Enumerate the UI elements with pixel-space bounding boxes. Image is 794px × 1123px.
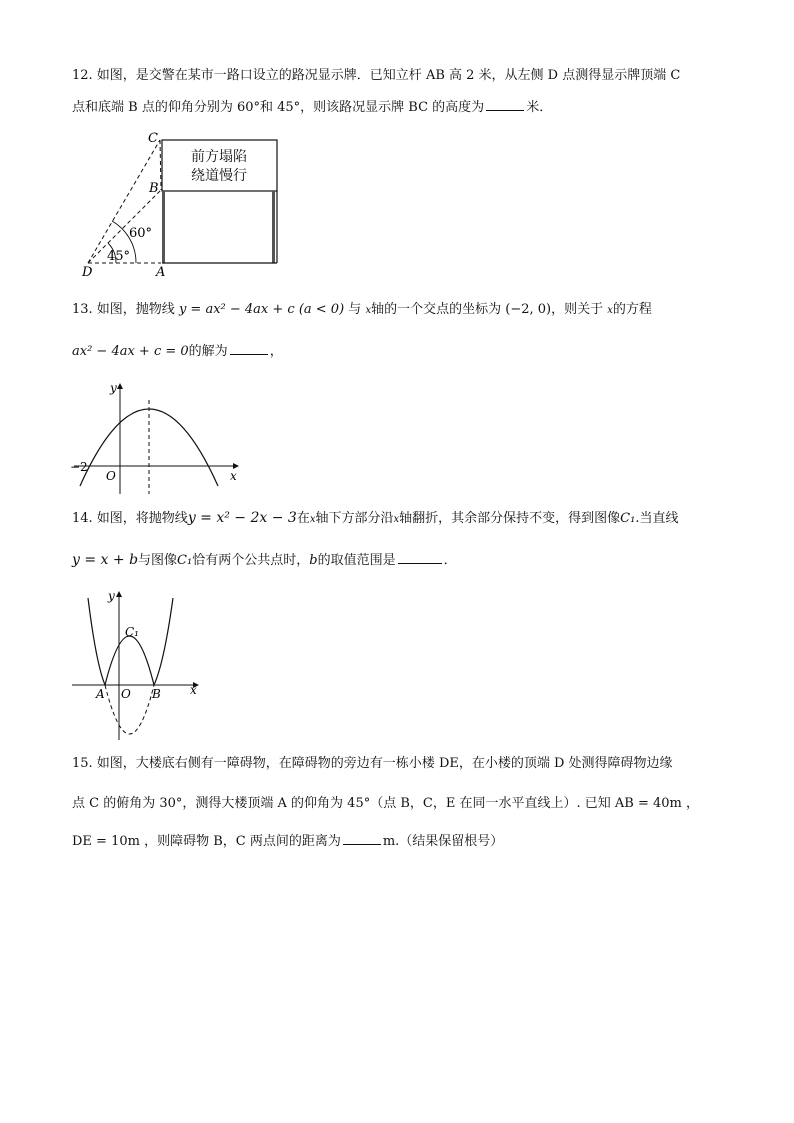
q12-line-CB [160,140,161,190]
q14-label-B: B [152,687,161,701]
q14-c1-label-2: C₁ [177,553,193,568]
q14-text-line-1 [72,508,678,530]
q14-text-1e: .当直线 [635,511,679,526]
q13-text-line-1 [72,300,652,321]
q14-label-A: A [96,687,105,701]
q14-label-y: y [108,589,115,603]
q12-sign-text-1: 前方塌陷 [191,149,247,165]
q15-text-line-1: 15. 如图，大楼底右侧有一障碍物，在障碍物的旁边有一栋小楼 DE，在小楼的顶端 D 处测得障碍物边缘 [72,756,673,771]
q14-equation-2: y = x + b [72,552,139,568]
q12-label-45: 45° [107,249,131,264]
q15-text-3b: m.（结果保留根号） [382,834,504,849]
q12-sign-text-2: 绕道慢行 [191,168,247,184]
q13-point: (−2, 0) [505,302,552,317]
q14-text-2d: 的取值范围是 [317,553,396,568]
q14-text-line-2 [72,550,457,571]
q12-pole-right [272,191,275,263]
q14-flipped-arc-C1 [105,636,154,685]
q14-text-1a: 14. 如图，将抛物线 [72,511,188,526]
q14-b-var: b [309,553,318,568]
q13-parabola [80,409,218,486]
q14-right-branch [154,598,173,685]
q14-c1-label: C₁ [620,511,636,526]
q13-label-neg2: −2 [70,460,88,474]
q14-x-2: x [393,514,400,525]
q15-answer-blank[interactable] [343,832,381,845]
q14-label-x: x [190,683,197,697]
q12-text-line-2 [72,98,552,118]
q15-text-3a: DE = 10m ，则障碍物 B，C 两点间的距离为 [72,834,341,849]
q12-text-line-2b: 米． [526,100,553,115]
q13-equation-1: y = ax² − 4ax + c (a < 0) [178,302,345,317]
q14-text-2b: 与图像 [138,553,178,568]
q14-text-1d: 轴翻折，其余部分保持不变，得到图像 [399,511,621,526]
q13-text-1e: 的方程 [612,302,652,317]
q13-label-x: x [230,469,237,483]
q12-text-line-1: 12. 如图，是交警在某市一路口设立的路况显示牌．已知立杆 AB 高 2 米，从左侧 D 点测得显示牌顶端 C [72,68,681,83]
q12-label-B: B [149,181,159,196]
q13-answer-blank[interactable] [230,342,268,355]
q12-label-60: 60° [129,226,153,241]
q15-text-line-2: 点 C 的俯角为 30°，测得大楼顶端 A 的仰角为 45°（点 B，C，E 在同一水平直线上）. 已知 AB = 40m ， [72,796,699,811]
q12-answer-blank[interactable] [486,98,524,111]
q14-text-1b: 在 [296,511,310,526]
q13-text-1b: 与 [348,302,362,317]
q13-x-2: x [607,305,613,316]
q12-label-C: C [148,131,158,146]
q14-label-O: O [121,687,131,701]
q14-text-1c: 轴下方部分沿 [315,511,394,526]
q14-x-1: x [309,514,316,525]
q12-text-line-2a: 点和底端 B 点的仰角分别为 60°和 45°，则该路况显示牌 BC 的高度为 [72,100,485,115]
q14-figure [70,588,210,743]
q13-text-1d: ，则关于 [551,302,604,317]
q13-figure [70,378,250,498]
q13-text-1a: 13. 如图，抛物线 [72,302,175,317]
q12-label-D: D [82,265,93,280]
q12-figure [80,128,290,278]
q15-text-line-3 [72,832,503,852]
q13-text-line-2 [72,342,283,362]
q14-label-C1: C₁ [125,625,139,639]
q12-pole-left [162,191,165,263]
q14-answer-blank[interactable] [398,551,442,564]
q13-text-1c: 轴的一个交点的坐标为 [371,302,502,317]
q13-x-1: x [365,305,372,316]
q13-label-O: O [106,469,116,483]
q13-text-2c: ， [269,344,283,359]
q14-left-branch [88,598,105,685]
q14-text-2c: 恰有两个公共点时， [192,553,310,568]
q14-text-2e: ． [443,553,457,568]
q14-equation-1: y = x² − 2x − 3 [187,510,297,526]
q12-label-A: A [156,265,166,280]
q13-text-2b: 的解为 [188,344,228,359]
q13-equation-2: ax² − 4ax + c = 0 [72,344,189,359]
q13-label-y: y [110,381,117,395]
